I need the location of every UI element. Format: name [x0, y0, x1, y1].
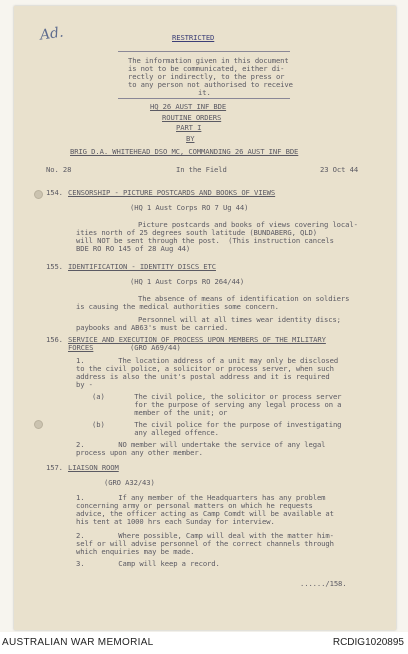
section-paragraph: (a) The civil police, the solicitor or process server: [92, 392, 342, 401]
classification-label: RESTRICTED: [172, 33, 215, 42]
section-paragraph: 2. NO member will undertake the service of any legal: [76, 440, 326, 449]
section-paragraph: Personnel will at all times wear identity discs;: [138, 315, 341, 324]
continuation-marker: ....../158.: [300, 579, 347, 588]
archive-footer: [0, 632, 408, 654]
notice-line: to any person not authorised to receive: [128, 80, 293, 89]
section-paragraph: self or will advise personnel of the correct channels through: [76, 539, 334, 548]
section-paragraph: advice, the officer acting as Camp Comdt will be available at: [76, 509, 334, 518]
section-paragraph: Picture postcards and books of views covering local-: [138, 220, 358, 229]
section-reference: (HQ 1 Aust Corps RO 7 Ug 44): [130, 203, 249, 212]
footer-record-id: RCDIG1020895: [332, 637, 404, 648]
section-paragraph: 2. Where possible, Camp will deal with the matter him-: [76, 531, 334, 540]
section-title-continued: FORCES: [68, 343, 94, 352]
section-paragraph: 3. Camp will keep a record.: [76, 559, 220, 568]
heading-commander: BRIG D.A. WHITEHEAD DSO MC, COMMANDING 26 AUST INF BDE: [70, 147, 299, 156]
section-paragraph: member of the unit; or: [92, 408, 228, 417]
section-title: CENSORSHIP - PICTURE POSTCARDS AND BOOKS OF VIEWS: [68, 188, 276, 197]
section-paragraph: to the civil police, a solicitor or process server, when such: [76, 364, 334, 373]
section-paragraph: for the purpose of serving any legal process on a: [92, 400, 342, 409]
notice-line: it.: [198, 88, 211, 97]
punch-hole: [34, 190, 43, 199]
section-paragraph: any alleged offence.: [92, 428, 219, 437]
section-paragraph: address is also the unit's postal address and it is required: [76, 372, 330, 381]
notice-rule-bottom: [118, 98, 290, 99]
section-number: 155.: [46, 262, 63, 271]
footer-institution: AUSTRALIAN WAR MEMORIAL: [2, 637, 154, 648]
order-location: In the Field: [176, 165, 227, 174]
section-paragraph: will NOT be sent through the post. (This instruction cancels: [76, 236, 334, 245]
section-paragraph: his tent at 1000 hrs each Sunday for interview.: [76, 517, 275, 526]
section-number: 157.: [46, 463, 63, 472]
notice-line: is not to be communicated, either di-: [128, 64, 285, 73]
notice-line: The information given in this document: [128, 56, 289, 65]
section-paragraph: 1. The location address of a unit may only be disclosed: [76, 356, 339, 365]
section-paragraph: by -: [76, 380, 93, 389]
section-title: LIAISON ROOM: [68, 463, 119, 472]
notice-line: rectly or indirectly, to the press or: [128, 72, 285, 81]
section-paragraph: is causing the medical authorities some concern.: [76, 302, 279, 311]
section-title: IDENTIFICATION - IDENTITY DISCS ETC: [68, 262, 216, 271]
section-title: SERVICE AND EXECUTION OF PROCESS UPON MEMBERS OF THE MILITARY: [68, 335, 326, 344]
section-paragraph: (b) The civil police for the purpose of investigating: [92, 420, 342, 429]
heading-part: PART I: [176, 123, 202, 132]
heading-unit: HQ 26 AUST INF BDE: [150, 102, 227, 111]
notice-rule-top: [118, 51, 290, 52]
section-paragraph: paybooks and AB63's must be carried.: [76, 323, 229, 332]
order-number: No. 28: [46, 165, 72, 174]
section-paragraph: BDE RO RO 145 of 28 Aug 44): [76, 244, 191, 253]
heading-by: BY: [186, 134, 195, 143]
section-paragraph: ities north of 25 degrees south latitude (BUNDABERG, QLD): [76, 228, 317, 237]
section-paragraph: 1. If any member of the Headquarters has any problem: [76, 493, 326, 502]
section-paragraph: The absence of means of identification on soldiers: [138, 294, 350, 303]
section-reference: (GRO A69/44): [130, 343, 181, 352]
section-reference: (HQ 1 Aust Corps RO 264/44): [130, 277, 245, 286]
section-reference: (GRO A32/43): [104, 478, 155, 487]
section-paragraph: which enquiries may be made.: [76, 547, 195, 556]
order-date: 23 Oct 44: [320, 165, 359, 174]
heading-orders: ROUTINE ORDERS: [162, 113, 222, 122]
punch-hole: [34, 420, 43, 429]
section-paragraph: process upon any other member.: [76, 448, 203, 457]
section-number: 154.: [46, 188, 63, 197]
handwritten-initials: Ad.: [39, 24, 65, 44]
section-paragraph: concerning army or personal matters on which he requests: [76, 501, 313, 510]
section-number: 156.: [46, 335, 63, 344]
